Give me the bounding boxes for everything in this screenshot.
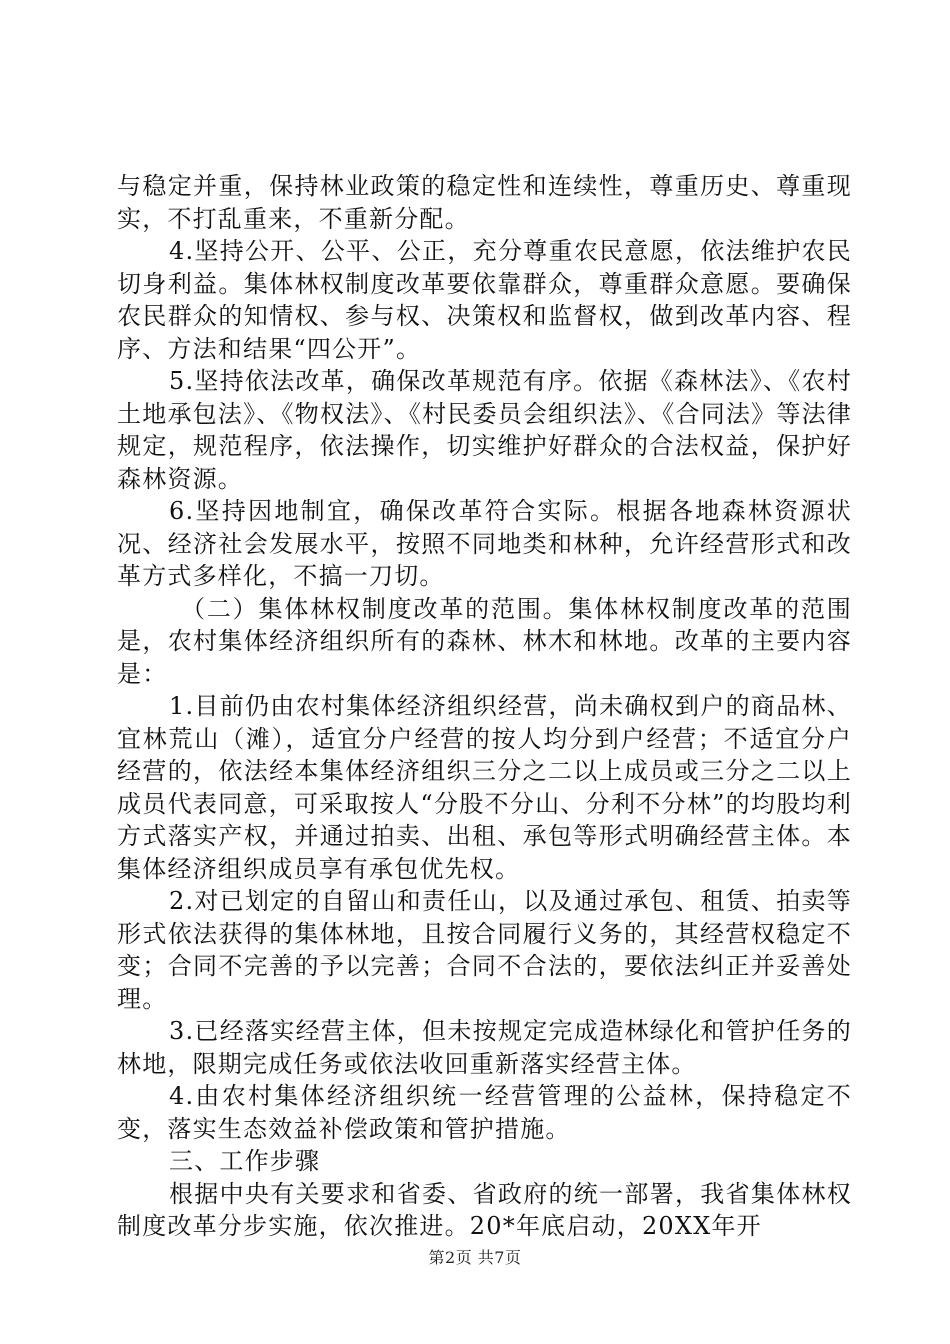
paragraph-3: 5.坚持依法改革，确保改革规范有序。依据《森林法》、《农村土地承包法》、《物权法》、《村民委员会组织法》、《合同法》等法律规定，规范程序，依法操作，切实维护好群众的合法权益，保护好森林资源。 [117, 367, 852, 493]
paragraph-6: 1.目前仍由农村集体经济组织经营，尚未确权到户的商品林、宜林荒山（滩），适宜分户经营的按人均分到户经营；不适宜分户经营的，依法经本集体经济组织三分之二以上成员或三分之二以上成员代表同意，可采取按人“分股不分山、分利不分林”的均股均利方式落实产权，并通过拍卖、出租、承包等形式明确经营主体。本集体经济组织成员享有承包优先权。 [117, 692, 852, 883]
paragraph-1: 与稳定并重，保持林业政策的稳定性和连续性，尊重历史、尊重现实，不打乱重来，不重新分配。 [117, 172, 852, 233]
paragraph-4: 6.坚持因地制宜，确保改革符合实际。根据各地森林资源状况、经济社会发展水平，按照不同地类和林种，允许经营形式和改革方式多样化，不搞一刀切。 [117, 497, 852, 590]
paragraph-2: 4.坚持公开、公平、公正，充分尊重农民意愿，依法维护农民切身利益。集体林权制度改革要依靠群众，尊重群众意愿。要确保农民群众的知情权、参与权、决策权和监督权，做到改革内容、程序、方法和结果“四公开”。 [117, 237, 852, 363]
section-heading: 三、工作步骤 [169, 1147, 321, 1175]
paragraph-8: 3.已经落实经营主体，但未按规定完成造林绿化和管护任务的林地，限期完成任务或依法收回重新落实经营主体。 [117, 1017, 852, 1078]
paragraph-7: 2.对已划定的自留山和责任山，以及通过承包、租赁、拍卖等形式依法获得的集体林地，且按合同履行义务的，其经营权稳定不变；合同不完善的予以完善；合同不合法的，要依法纠正并妥善处理。 [117, 887, 852, 1013]
document-body [117, 170, 852, 1243]
paragraph-9: 4.由农村集体经济组织统一经营管理的公益林，保持稳定不变，落实生态效益补偿政策和管护措施。 [117, 1082, 852, 1143]
paragraph-10: 根据中央有关要求和省委、省政府的统一部署，我省集体林权制度改革分步实施，依次推进。20*年底启动，20XX年开 [117, 1179, 852, 1240]
paragraph-5: （二）集体林权制度改革的范围。集体林权制度改革的范围是，农村集体经济组织所有的森林、林木和林地。改革的主要内容是： [117, 594, 852, 688]
page-footer: 第2页 共7页 [428, 1248, 522, 1267]
